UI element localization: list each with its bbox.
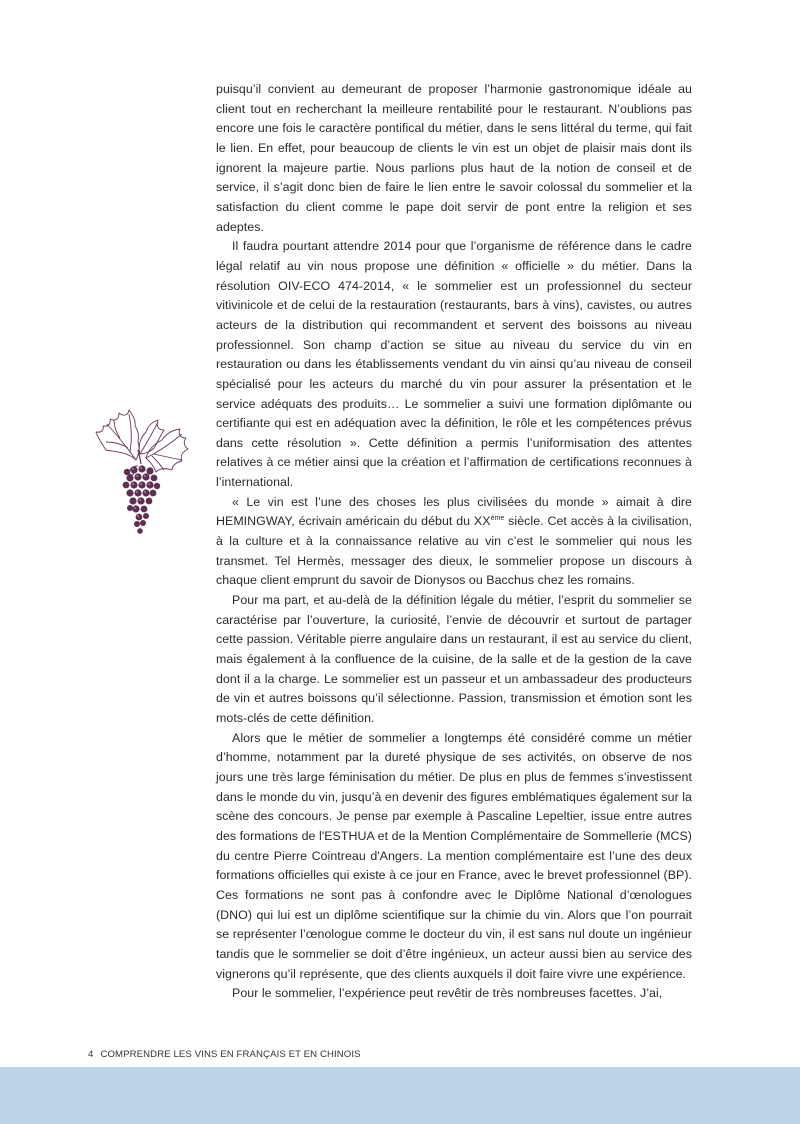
paragraph-1: puisqu’il convient au demeurant de proposer l’harmonie gastronomique idéale au client tout en recherchant la meilleure rentabilité pour le restaurant. N’oublions pas encore une fois le caractère pontifical du métier, dans le sens littéral du terme, qui fait le lien. En effet, pour beaucoup de clients le vin est un objet de plaisir mais dont ils ignorent la majeure partie. Nous parlions plus haut de la notion de conseil et de service, il s’agit donc bien de faire le lien entre le savoir colossal du sommelier et la satisfaction du client comme le pape doit servir de pont entre la religion et ses adeptes. bbox=[216, 82, 692, 234]
paragraph-6: Pour le sommelier, l’expérience peut revêtir de très nombreuses facettes. J’ai, bbox=[232, 986, 663, 1001]
page-number: 4 bbox=[88, 1049, 94, 1060]
body-text bbox=[216, 80, 692, 1004]
running-title: COMPRENDRE LES VINS EN FRANÇAIS ET EN CHINOIS bbox=[100, 1049, 361, 1060]
paragraph-3-text-end: siècle. Cet accès à la civilisation, à la culture et à la connaissance relative au vin c’est le sommelier qui nous les transmet. Tel Hermès, messager des dieux, le sommelier propose un discours à chaque client emprunt du savoir de Dionysos ou Bacchus chez les romains. bbox=[216, 514, 692, 588]
paragraph-3 bbox=[216, 493, 692, 591]
paragraph-5: Alors que le métier de sommelier a longtemps été considéré comme un métier d’homme, notamment par la dureté physique de ses activités, on observe de nos jours une très large féminisation du métier. De plus en plus de femmes s’investissent dans le monde du vin, jusqu’à en devenir des figures emblématiques également sur la scène des concours. Je pense par exemple à Pascaline Lepeltier, issue entre autres des formations de l'ESTHUA et de la Mention Complémentaire de Sommellerie (MCS) du centre Pierre Cointreau d'Angers. La mention complémentaire est l’une des deux formations officielles qui existe à ce jour en France, avec le brevet professionnel (BP). Ces formations ne sont pas à confondre avec le Diplôme National d’œnologues (DNO) qui lui est un diplôme scientifique sur la chimie du vin. Alors que l’on pourrait se représenter l’œnologue comme le docteur du vin, il est sans nul doute un ingénieur tandis que le sommelier se doit d’être ingénieux, un acteur aussi bien au service des vignerons qu’il représente, que des clients auxquels il doit faire vivre une expérience. bbox=[216, 730, 692, 981]
grape-cluster-icon bbox=[92, 400, 192, 542]
page-footer bbox=[88, 1049, 361, 1060]
paragraph-2: Il faudra pourtant attendre 2014 pour que l’organisme de référence dans le cadre légal relatif au vin nous propose une définition « officielle » du métier. Dans la résolution OIV-ECO 474-2014, « le sommelier est un professionnel du secteur vitivinicole et de celui de la restauration (restaurants, bars à vins), cavistes, ou autres acteurs de la distribution qui recommandent et servent des boissons au niveau professionnel. Son champ d’action se situe au niveau du service du vin en restauration ou dans les établissements vendant du vin ainsi qu’au niveau de conseil spécialisé pour les acteurs du marché du vin pour assurer la présentation et le service adéquats des produits… Le sommelier a suivi une formation diplômante ou certifiante qui est en adéquation avec la définition, le rôle et les compétences prévus dans cette résolution ». Cette définition a permis l’uniformisation des attentes relatives à ce métier ainsi que la création et l’affirmation de certifications reconnues à l’international. bbox=[216, 239, 692, 490]
paragraph-3-text-start: « Le vin est l’une des choses les plus civilisées du monde » aimait à dire HEMINGWAY, écrivain américain du début du XX bbox=[216, 494, 692, 529]
superscript-eme: ème bbox=[490, 515, 505, 523]
paragraph-4: Pour ma part, et au-delà de la définition légale du métier, l’esprit du sommelier se caractérise par l’ouverture, la curiosité, l’envie de découvrir et surtout de partager cette passion. Véritable pierre angulaire dans un restaurant, il est au service du client, mais également à la confluence de la cuisine, de la salle et de la gestion de la cave dont il a la charge. Le sommelier est un passeur et un ambassadeur des producteurs de vin et autres boissons qu’il sélectionne. Passion, transmission et émotion sont les mots-clés de cette définition. bbox=[216, 593, 692, 725]
footer-band bbox=[0, 1067, 800, 1124]
